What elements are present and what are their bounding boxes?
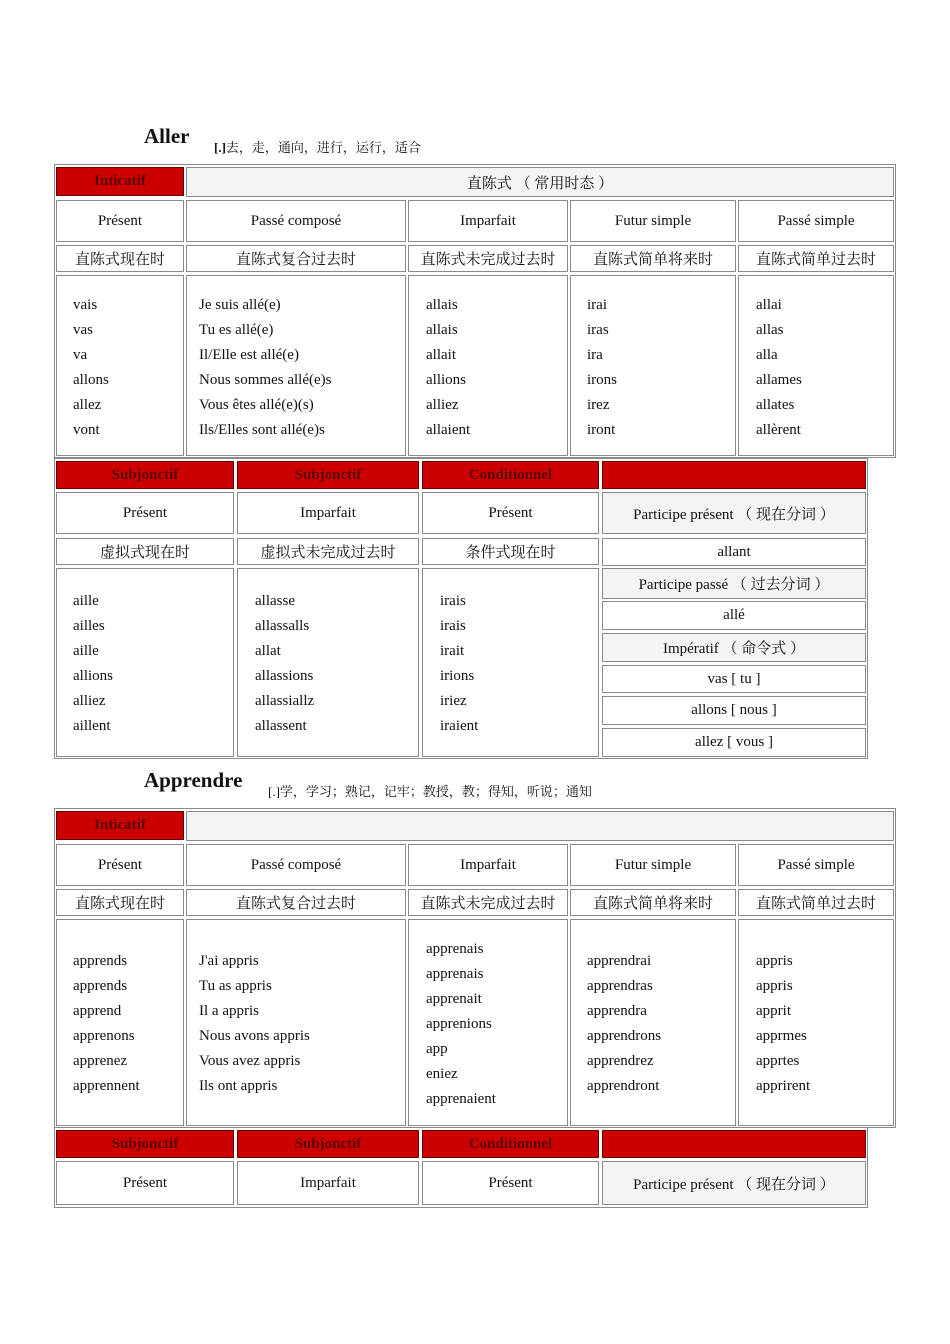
conjugation-form: allas — [756, 322, 784, 338]
participe-present: allant — [602, 538, 866, 566]
conjugation-form: allassent — [255, 718, 307, 734]
tense-chinese: 直陈式未完成过去时 — [408, 889, 568, 916]
tense-name: Imparfait — [408, 200, 568, 242]
conjugation-form: allions — [73, 668, 113, 684]
conjugation-form: Je suis allé(e) — [199, 297, 281, 313]
tense-name: Présent — [56, 1161, 234, 1205]
conjugation-form: allait — [426, 347, 456, 363]
conjugation-list — [426, 937, 496, 1112]
participe-present-label: Participe présent （ 现在分词 ） — [602, 1161, 866, 1205]
conjugation-form: Nous sommes allé(e)s — [199, 372, 332, 388]
participe-present-label: Participe présent （ 现在分词 ） — [602, 492, 866, 534]
conjugation-form: allassions — [255, 668, 314, 684]
conjugation-form: iront — [587, 422, 616, 438]
conjugation-list — [255, 589, 314, 739]
conjugation-form: aille — [73, 593, 99, 609]
conjugation-form: allons — [73, 372, 109, 388]
conjugation-form: vais — [73, 297, 98, 313]
tense-name: Imparfait — [408, 844, 568, 886]
conjugation-form: vont — [73, 422, 100, 438]
conjugation-form: irait — [440, 643, 465, 659]
conjugation-form: vas — [73, 322, 93, 338]
conjugation-list — [73, 949, 140, 1099]
verb-meaning: [.]学，学习；熟记，记牢；教授，教；得知，听说；通知 — [268, 784, 592, 799]
imperatif-label: Impératif （ 命令式 ） — [602, 633, 866, 662]
tense-chinese: 直陈式简单过去时 — [738, 245, 894, 272]
tense-name: Passé simple — [738, 200, 894, 242]
conjugation-form: apprenions — [426, 1016, 492, 1032]
conjugation-list — [199, 293, 331, 443]
tense-name: Futur simple — [570, 844, 736, 886]
conjugation-form: Il/Elle est allé(e) — [199, 347, 299, 363]
tense-chinese: 直陈式复合过去时 — [186, 245, 406, 272]
tense-chinese: 条件式现在时 — [422, 538, 599, 565]
conjugation-form: allat — [255, 643, 281, 659]
tense-name: Imparfait — [237, 1161, 419, 1205]
conjugation-form: apprirent — [756, 1078, 811, 1094]
conjugation-form: apprennent — [73, 1078, 140, 1094]
conjugation-form: allez — [73, 397, 102, 413]
conjugation-form: allais — [426, 297, 458, 313]
tense-name: Présent — [56, 492, 234, 534]
conjugation-form: irais — [440, 618, 466, 634]
conjugation-list — [426, 293, 470, 443]
imperatif-form: allez [ vous ] — [602, 728, 866, 757]
participe-header — [602, 1130, 866, 1158]
conjugation-form: aillent — [73, 718, 111, 734]
conjugation-form: apprenais — [426, 966, 484, 982]
conjugation-form: irions — [440, 668, 475, 684]
conjugation-form: alla — [756, 347, 778, 363]
conjugation-form: apprendra — [587, 1003, 647, 1019]
conjugation-form: alliez — [73, 693, 106, 709]
conjugation-list — [199, 949, 310, 1099]
conjugation-form: allaient — [426, 422, 471, 438]
conditionnel-label: Conditionnel — [422, 1130, 599, 1158]
tense-name: Présent — [56, 844, 184, 886]
tense-name: Passé simple — [738, 844, 894, 886]
conjugation-form: apprendrez — [587, 1053, 654, 1069]
verb-title: Apprendre — [144, 768, 243, 792]
conjugation-form: Ils/Elles sont allé(e)s — [199, 422, 325, 438]
conjugation-list — [440, 589, 478, 739]
conjugation-form: Tu es allé(e) — [199, 322, 274, 338]
conjugation-form: apprends — [73, 953, 128, 969]
tense-name: Imparfait — [237, 492, 419, 534]
conjugation-form: allassiallz — [255, 693, 315, 709]
subjonctif-label: Subjonctif — [56, 461, 234, 489]
indicatif-title: 直陈式 （ 常用时态 ） — [186, 167, 894, 197]
conjugation-form: allasse — [255, 593, 295, 609]
tense-chinese: 直陈式复合过去时 — [186, 889, 406, 916]
tense-chinese: 虚拟式未完成过去时 — [237, 538, 419, 565]
tense-chinese: 直陈式未完成过去时 — [408, 245, 568, 272]
imperatif-form: vas [ tu ] — [602, 665, 866, 693]
conjugation-form: apprenais — [426, 941, 484, 957]
participe-passe-label: Participe passé （ 过去分词 ） — [602, 568, 866, 599]
indicatif-label: Inticatif — [56, 167, 184, 196]
conjugation-form: J'ai appris — [199, 953, 259, 969]
participe-passe: allé — [602, 601, 866, 630]
conjugation-form: allais — [426, 322, 458, 338]
tense-name: Présent — [422, 492, 599, 534]
conjugation-form: irons — [587, 372, 617, 388]
conjugation-form: allames — [756, 372, 802, 388]
conjugation-form: apprendront — [587, 1078, 660, 1094]
conjugation-list — [587, 293, 617, 443]
conjugation-form: appris — [756, 953, 793, 969]
conjugation-form: eniez — [426, 1066, 458, 1082]
conjugation-form: alliez — [426, 397, 459, 413]
conjugation-form: iriez — [440, 693, 467, 709]
conjugation-list — [587, 949, 661, 1099]
conjugation-form: ira — [587, 347, 603, 363]
conjugation-list — [756, 293, 802, 443]
conjugation-form: apprendras — [587, 978, 653, 994]
conjugation-form: allai — [756, 297, 782, 313]
conjugation-form: allates — [756, 397, 795, 413]
verb-meaning: [.]去，走，通向，进行，运行，适合 — [214, 140, 421, 155]
conjugation-form: allèrent — [756, 422, 801, 438]
conjugation-form: Il a appris — [199, 1003, 259, 1019]
conjugation-form: apprit — [756, 1003, 791, 1019]
conjugation-form: apprenons — [73, 1028, 135, 1044]
conjugation-form: apprendrons — [587, 1028, 662, 1044]
tense-chinese: 直陈式简单将来时 — [570, 889, 736, 916]
indicatif-label: Inticatif — [56, 811, 184, 840]
conjugation-form: app — [426, 1041, 448, 1057]
conjugation-form: irez — [587, 397, 610, 413]
conjugation-form: apprends — [73, 978, 128, 994]
tense-chinese: 直陈式现在时 — [56, 889, 184, 916]
conjugation-form: apprend — [73, 1003, 122, 1019]
conjugation-list — [73, 589, 113, 739]
tense-name: Présent — [56, 200, 184, 242]
subjonctif-label: Subjonctif — [56, 1130, 234, 1158]
conjugation-form: iras — [587, 322, 609, 338]
tense-chinese: 直陈式现在时 — [56, 245, 184, 272]
tense-name: Présent — [422, 1161, 599, 1205]
conjugation-form: apprtes — [756, 1053, 800, 1069]
conjugation-form: ailles — [73, 618, 105, 634]
subjonctif-label: Subjonctif — [237, 461, 419, 489]
subjonctif-label: Subjonctif — [237, 1130, 419, 1158]
conjugation-form: Nous avons appris — [199, 1028, 310, 1044]
tense-chinese: 虚拟式现在时 — [56, 538, 234, 565]
conjugation-form: Vous avez appris — [199, 1053, 301, 1069]
conjugation-list — [73, 293, 109, 443]
tense-chinese: 直陈式简单将来时 — [570, 245, 736, 272]
verb-title: Aller — [144, 124, 190, 148]
conjugation-form: va — [73, 347, 88, 363]
conjugation-form: Ils ont appris — [199, 1078, 278, 1094]
tense-chinese: 直陈式简单过去时 — [738, 889, 894, 916]
conjugation-form: Vous êtes allé(e)(s) — [199, 397, 314, 413]
conjugation-form: allions — [426, 372, 466, 388]
conditionnel-label: Conditionnel — [422, 461, 599, 489]
conjugation-form: aille — [73, 643, 99, 659]
conjugation-form: Tu as appris — [199, 978, 272, 994]
conjugation-list — [756, 949, 810, 1099]
indicatif-title — [186, 811, 894, 841]
imperatif-form: allons [ nous ] — [602, 696, 866, 725]
conjugation-form: apprendrai — [587, 953, 652, 969]
conjugation-form: iraient — [440, 718, 479, 734]
conjugation-form: apprenait — [426, 991, 482, 1007]
conjugation-form: allassalls — [255, 618, 310, 634]
conjugation-form: irai — [587, 297, 607, 313]
participe-header — [602, 461, 866, 489]
tense-name: Futur simple — [570, 200, 736, 242]
tense-name: Passé composé — [186, 200, 406, 242]
conjugation-form: irais — [440, 593, 466, 609]
tense-name: Passé composé — [186, 844, 406, 886]
conjugation-form: apprenez — [73, 1053, 128, 1069]
conjugation-form: appris — [756, 978, 793, 994]
conjugation-form: apprenaient — [426, 1091, 496, 1107]
conjugation-form: apprmes — [756, 1028, 807, 1044]
